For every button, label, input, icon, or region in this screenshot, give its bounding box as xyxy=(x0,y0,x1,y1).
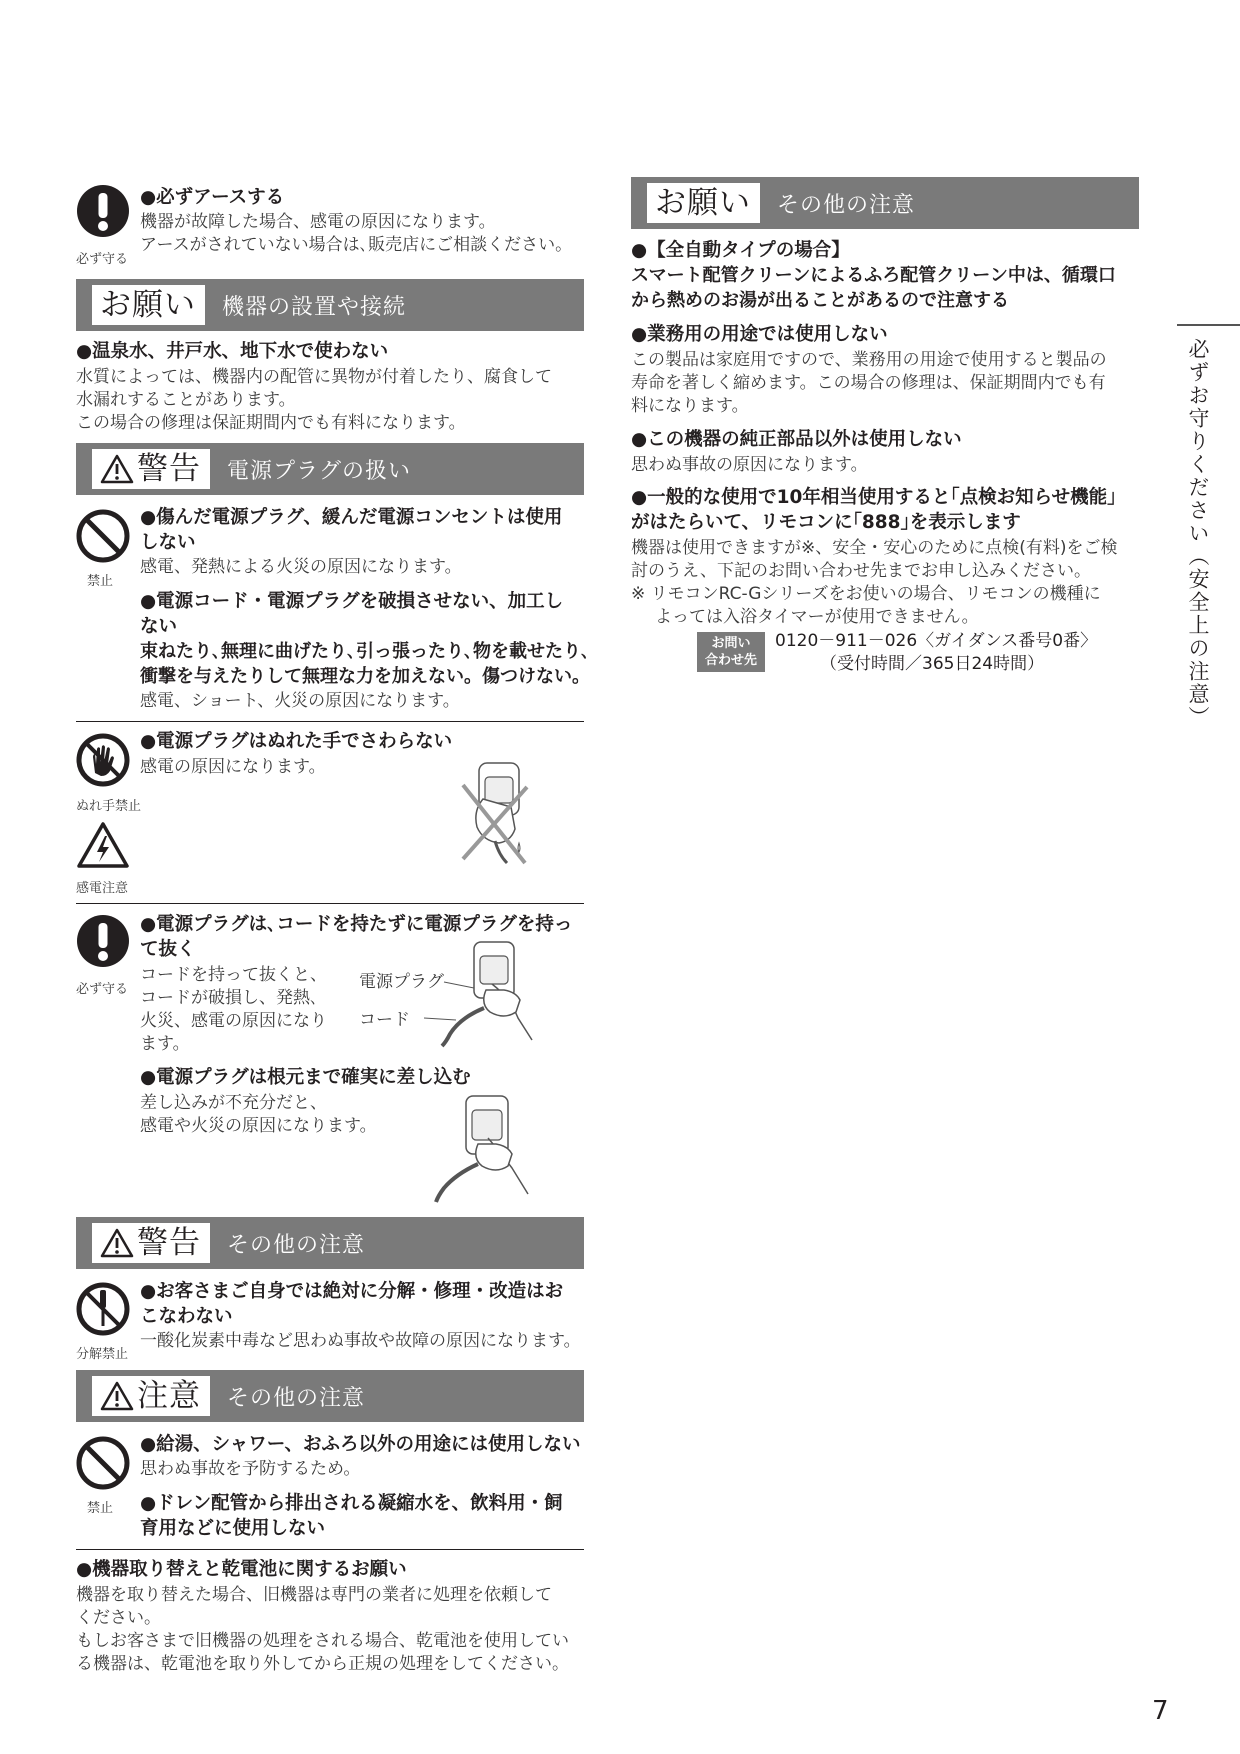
genuine-parts-text: 思わぬ事故の原因になります。 xyxy=(631,455,868,475)
hot-spring-text-2: 水漏れすることがあります。 xyxy=(76,390,296,410)
section-bar-installation xyxy=(76,279,584,331)
disassembly-icon-label: 分解禁止 xyxy=(76,1347,129,1362)
hot-spring-heading: ●温泉水、井戸水、地下水で使わない xyxy=(76,341,389,362)
ten-year-heading-2: がはたらいて、リモコンに｢888｣を表示します xyxy=(631,512,1021,533)
business-use-text-3: 料になります。 xyxy=(631,396,749,416)
cord-damage-bold-1: 束ねたり､無理に曲げたり､引っ張ったり､物を載せたり､ xyxy=(140,641,590,662)
hot-spring-text-1: 水質によっては、機器内の配管に異物が付着したり、腐食して xyxy=(76,367,552,387)
business-use-heading: ●業務用の用途では使用しない xyxy=(631,324,888,345)
hot-spring-text-3: この場合の修理は保証期間内でも有料になります。 xyxy=(76,413,466,433)
pull-plug-text-4: ます。 xyxy=(140,1034,190,1054)
ten-year-text-2: 討のうえ、下記のお問い合わせ先までお申し込みください。 xyxy=(631,561,1092,581)
ten-year-text-1: 機器は使用できますが※、安全・安心のために点検(有料)をご検 xyxy=(631,538,1118,558)
section-title: 電源プラグの扱い xyxy=(227,458,412,484)
battery-heading: ●機器取り替えと乾電池に関するお願い xyxy=(76,1559,407,1580)
section-bar-other-warning xyxy=(76,1217,584,1269)
ten-year-heading-1: ●一般的な使用で10年相当使用すると｢点検お知らせ機能｣ xyxy=(631,487,1117,508)
wet-hands-icon-label: ぬれ手禁止 xyxy=(76,799,142,814)
insert-plug-illustration xyxy=(428,1090,548,1205)
damaged-plug-text: 感電、発熱による火災の原因になります。 xyxy=(140,557,462,577)
request-badge: お願い xyxy=(647,183,760,223)
contact-hours: （受付時間／365日24時間） xyxy=(820,654,1045,674)
caution-badge-label: 注意 xyxy=(137,1378,201,1414)
pull-plug-text-2: コードが破損し、発熱､ xyxy=(140,988,319,1008)
section-bar-power-plug xyxy=(76,443,584,495)
section-bar-other-caution xyxy=(76,1370,584,1422)
earth-heading: ●必ずアースする xyxy=(140,187,285,208)
divider xyxy=(76,903,584,904)
battery-text-1: 機器を取り替えた場合、旧機器は専門の業者に処理を依頼して xyxy=(76,1585,552,1605)
prohibited-icon-label: 禁止 xyxy=(87,574,114,589)
section-bar-other-request xyxy=(631,177,1139,229)
disassemble-heading-1: ●お客さまご自身では絶対に分解・修理・改造はお xyxy=(140,1281,564,1302)
cord-damage-heading-1: ●電源コード・電源プラグを破損させない、加工し xyxy=(140,591,564,612)
divider xyxy=(76,721,584,722)
pull-plug-text-1: コードを持って抜くと、 xyxy=(140,965,327,985)
mandatory-icon-label: 必ず守る xyxy=(76,982,129,997)
caution-badge xyxy=(92,1376,210,1416)
auto-type-heading: ●【全自動タイプの場合】 xyxy=(631,240,850,261)
contact-badge xyxy=(697,632,765,672)
prohibited-icon xyxy=(76,1436,130,1490)
request-badge: お願い xyxy=(92,285,205,325)
auto-type-bold-1: スマート配管クリーンによるふろ配管クリーン中は、循環口 xyxy=(631,265,1116,286)
side-tab-rule xyxy=(1177,324,1240,326)
warning-badge-label: 警告 xyxy=(137,451,201,487)
plug-callout-label: 電源プラグ xyxy=(359,972,444,992)
cord-damage-bold-2: 衝撃を与えたりして無理な力を加えない。傷つけない。 xyxy=(140,666,590,687)
warning-badge xyxy=(92,449,210,489)
business-use-text-2: 寿命を著しく縮めます。この場合の修理は、保証期間内でも有 xyxy=(631,373,1106,393)
battery-text-2: ください。 xyxy=(76,1608,161,1628)
warning-triangle-icon xyxy=(100,1381,134,1411)
wet-hands-prohibited-icon xyxy=(76,733,130,787)
cord-damage-heading-2: ない xyxy=(140,616,178,637)
prohibited-icon-label: 禁止 xyxy=(87,1501,114,1516)
page-number: 7 xyxy=(1152,1696,1169,1726)
wet-hands-text: 感電の原因になります。 xyxy=(140,757,326,777)
wet-hand-plug-illustration xyxy=(455,755,545,865)
contact-badge-line-2: 合わせ先 xyxy=(704,653,757,668)
genuine-parts-heading: ●この機器の純正部品以外は使用しない xyxy=(631,429,962,450)
earth-text-1: 機器が故障した場合、感電の原因になります。 xyxy=(140,212,496,232)
battery-text-3: もしお客さまで旧機器の処理をされる場合、乾電池を使用してい xyxy=(76,1631,569,1651)
remote-note-2: よっては入浴タイマーが使用できません。 xyxy=(655,607,979,627)
insert-plug-heading: ●電源プラグは根元まで確実に差し込む xyxy=(140,1067,471,1088)
usage-text: 思わぬ事故を予防するため。 xyxy=(140,1459,361,1479)
section-title: その他の注意 xyxy=(227,1385,366,1411)
pull-plug-text-3: 火災、感電の原因になり xyxy=(140,1011,327,1031)
pull-plug-illustration xyxy=(420,938,550,1048)
battery-text-4: る機器は、乾電池を取り外してから正規の処理をしてください。 xyxy=(76,1654,569,1674)
pull-plug-heading-2: て抜く xyxy=(140,939,196,960)
insert-plug-text-2: 感電や火災の原因になります。 xyxy=(140,1116,377,1136)
wet-hands-heading: ●電源プラグはぬれた手でさわらない xyxy=(140,731,453,752)
mandatory-icon xyxy=(76,184,130,238)
drain-heading-1: ●ドレン配管から排出される凝縮水を、飲料用・飼 xyxy=(140,1493,563,1514)
disassemble-heading-2: こなわない xyxy=(140,1306,233,1327)
auto-type-bold-2: から熱めのお湯が出ることがあるので注意する xyxy=(631,290,1009,311)
damaged-plug-heading-2: しない xyxy=(140,532,196,553)
electric-shock-caution-icon xyxy=(76,821,130,869)
contact-phone: 0120－911－026〈ガイダンス番号0番〉 xyxy=(775,631,1098,651)
warning-badge-label: 警告 xyxy=(137,1225,201,1261)
disassemble-text: 一酸化炭素中毒など思わぬ事故や故障の原因になります。 xyxy=(140,1331,581,1351)
section-title: その他の注意 xyxy=(777,192,916,218)
earth-text-2: アースがされていない場合は､販売店にご相談ください。 xyxy=(140,235,573,255)
warning-triangle-icon xyxy=(100,454,134,484)
remote-note-1: ※ リモコンRC-Gシリーズをお使いの場合、リモコンの機種に xyxy=(631,584,1101,604)
disassembly-prohibited-icon xyxy=(76,1282,130,1336)
cord-callout-label: コード xyxy=(359,1010,410,1030)
prohibited-icon xyxy=(76,509,130,563)
insert-plug-text-1: 差し込みが不充分だと、 xyxy=(140,1093,327,1113)
pull-plug-heading-1: ●電源プラグは､コードを持たずに電源プラグを持っ xyxy=(140,914,573,935)
drain-heading-2: 育用などに使用しない xyxy=(140,1518,326,1539)
damaged-plug-heading-1: ●傷んだ電源プラグ、緩んだ電源コンセントは使用 xyxy=(140,507,563,528)
section-title: 機器の設置や接続 xyxy=(222,294,407,320)
section-title: その他の注意 xyxy=(227,1232,366,1258)
warning-triangle-icon xyxy=(100,1228,134,1258)
divider xyxy=(76,1549,584,1550)
business-use-text-1: この製品は家庭用ですので、業務用の用途で使用すると製品の xyxy=(631,350,1107,370)
cord-damage-text: 感電、ショート、火災の原因になります。 xyxy=(140,691,460,711)
usage-heading: ●給湯、シャワー、おふろ以外の用途には使用しない xyxy=(140,1434,581,1455)
mandatory-icon xyxy=(76,914,130,968)
mandatory-icon-label: 必ず守る xyxy=(76,252,129,267)
warning-badge xyxy=(92,1223,210,1263)
electric-shock-icon-label: 感電注意 xyxy=(76,881,129,896)
contact-badge-line-1: お問い xyxy=(711,636,751,651)
side-tab-label: 必ずお守りください（安全上の注意） xyxy=(1186,338,1210,729)
